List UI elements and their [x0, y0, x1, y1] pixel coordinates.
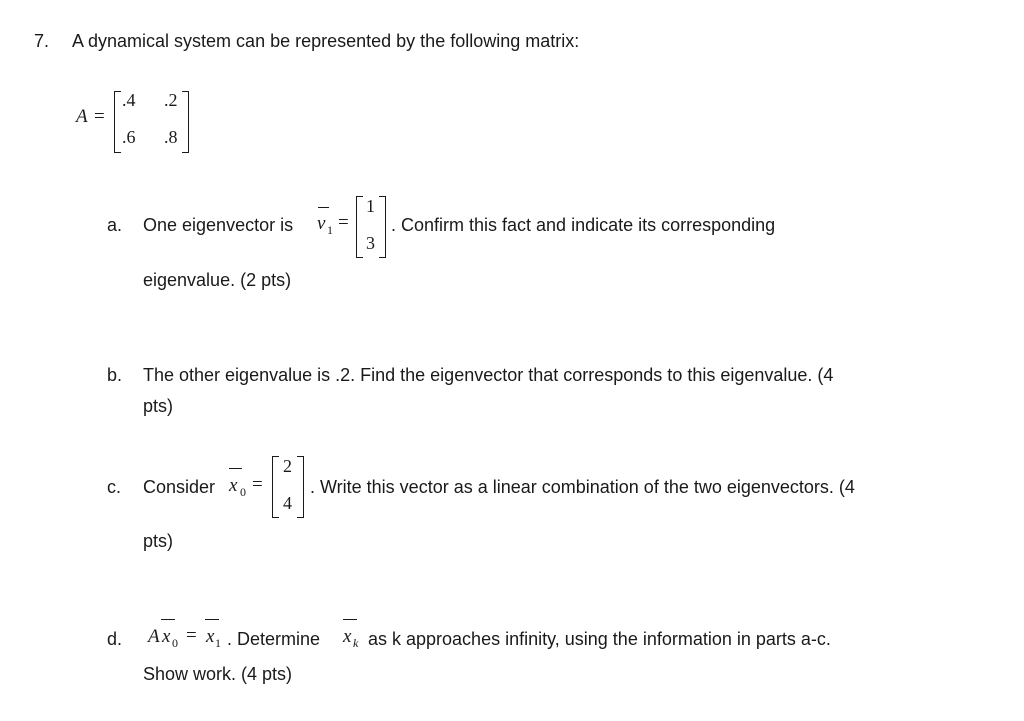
part-a-text: One eigenvector is — [143, 215, 294, 235]
part-c-text: pts) — [143, 531, 174, 551]
vector-left-bracket — [272, 456, 279, 518]
part-b-text: The other eigenvalue is .2. Find the eigenvector that corresponds to this eigenvalue. (4 — [143, 365, 834, 385]
matrix-equals: = — [94, 106, 105, 127]
part-d-letter: d. — [107, 629, 123, 649]
vector-right-bracket — [379, 196, 386, 258]
part-d-text: as k approaches infinity, using the information in parts a-c. — [368, 629, 831, 649]
matrix-left-bracket — [114, 91, 121, 153]
vector-left-bracket — [356, 196, 363, 258]
part-c-text: Consider — [143, 477, 216, 497]
vector-arrow — [205, 619, 219, 620]
part-b-text: pts) — [143, 396, 174, 416]
part-c-text: . Write this vector as a linear combination of the two eigenvectors. (4 — [310, 477, 855, 497]
vector-name: v — [317, 213, 326, 234]
matrix-cell: .6 — [122, 127, 136, 147]
part-d-text: . Determine — [227, 629, 321, 649]
vector-entry: 1 — [366, 196, 375, 216]
part-c-letter: c. — [107, 477, 122, 497]
vector-arrow — [343, 619, 357, 620]
vector-arrow — [161, 619, 175, 620]
vector-name: x — [162, 626, 171, 647]
equals-sign: = — [186, 625, 197, 646]
vector-entry: 4 — [283, 493, 292, 513]
vector-subscript: 0 — [172, 636, 178, 650]
vector-subscript: k — [353, 636, 359, 650]
part-a-text: . Confirm this fact and indicate its corresponding — [391, 215, 776, 235]
question-stem: A dynamical system can be represented by the following matrix: — [72, 31, 580, 51]
vector-subscript: 1 — [215, 636, 221, 650]
question-number: 7. — [34, 31, 50, 51]
matrix-cell: .8 — [164, 127, 178, 147]
vector-entry: 2 — [283, 456, 292, 476]
matrix-symbol: A — [148, 626, 160, 647]
matrix-cell: .4 — [122, 90, 136, 110]
vector-subscript: 0 — [240, 485, 246, 499]
vector-arrow — [318, 207, 329, 208]
equals-sign: = — [252, 474, 263, 495]
matrix-cell: .2 — [164, 90, 178, 110]
matrix-name: A — [76, 106, 88, 127]
part-a-letter: a. — [107, 215, 123, 235]
part-d-text: Show work. (4 pts) — [143, 664, 293, 684]
vector-entry: 3 — [366, 233, 375, 253]
vector-name: x — [206, 626, 215, 647]
equals-sign: = — [338, 212, 349, 233]
vector-right-bracket — [297, 456, 304, 518]
vector-subscript: 1 — [327, 223, 333, 237]
matrix-right-bracket — [182, 91, 189, 153]
vector-name: x — [343, 626, 352, 647]
part-a-text: eigenvalue. (2 pts) — [143, 270, 292, 290]
vector-name: x — [229, 475, 238, 496]
vector-arrow — [229, 468, 242, 469]
part-b-letter: b. — [107, 365, 123, 385]
